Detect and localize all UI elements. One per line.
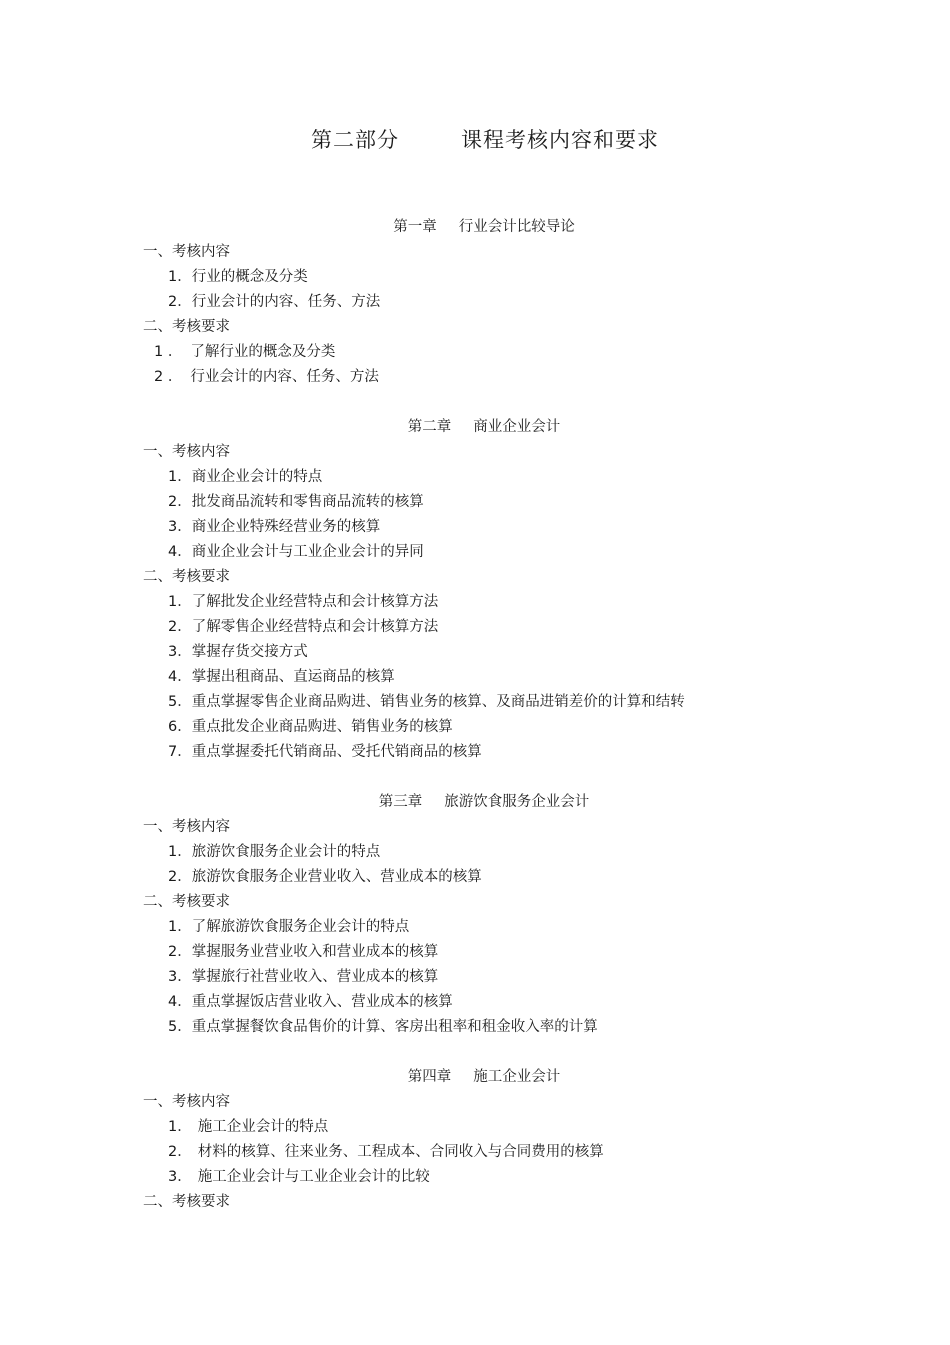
chapter-3 [0, 790, 950, 1040]
section-heading-requirements: 二、考核要求 [143, 319, 230, 335]
item-number: 6． [168, 719, 192, 735]
item-text: 掌握旅行社营业收入、营业成本的核算 [191, 969, 439, 985]
item-text: 商业企业会计的特点 [191, 469, 323, 485]
list-item [0, 340, 950, 365]
list-item [0, 990, 950, 1015]
item-number: 2． [168, 944, 192, 960]
item-number: 2． [168, 619, 192, 635]
chapter-heading [0, 1065, 950, 1090]
list-item [0, 590, 950, 615]
item-number: 3． [168, 1169, 192, 1185]
item-text: 材料的核算、往来业务、工程成本、合同收入与合同费用的核算 [197, 1144, 604, 1160]
item-number: 2 ． [154, 369, 183, 385]
chapter-2 [0, 415, 950, 765]
item-text: 批发商品流转和零售商品流转的核算 [191, 494, 424, 510]
item-text: 重点掌握饭店营业收入、营业成本的核算 [191, 994, 453, 1010]
item-number: 3． [168, 969, 192, 985]
item-number: 5． [168, 694, 192, 710]
list-item [0, 1140, 950, 1165]
item-text: 行业会计的内容、任务、方法 [190, 369, 379, 385]
chapter-heading [0, 790, 950, 815]
item-number: 1． [168, 844, 192, 860]
item-number: 1． [168, 269, 192, 285]
item-number: 2． [168, 294, 192, 310]
item-text: 行业的概念及分类 [191, 269, 308, 285]
chapter-heading [0, 415, 950, 440]
item-number: 2． [168, 494, 192, 510]
chapter-title: 商业企业会计 [473, 419, 561, 435]
section-heading-content: 一、考核内容 [143, 819, 230, 835]
chapter-4 [0, 1065, 950, 1215]
section-heading-content: 一、考核内容 [143, 244, 230, 260]
list-item [0, 1115, 950, 1140]
item-text: 了解零售企业经营特点和会计核算方法 [191, 619, 439, 635]
item-text: 重点掌握委托代销商品、受托代销商品的核算 [191, 744, 482, 760]
part-label: 第二部分 [311, 128, 399, 152]
list-item [0, 365, 950, 390]
item-number: 5． [168, 1019, 192, 1035]
list-item [0, 265, 950, 290]
item-number: 1． [168, 1119, 192, 1135]
list-item [0, 940, 950, 965]
item-number: 2． [168, 869, 192, 885]
section-heading-content: 一、考核内容 [143, 1094, 230, 1110]
list-item [0, 915, 950, 940]
list-item [0, 840, 950, 865]
section-heading-requirements: 二、考核要求 [143, 569, 230, 585]
chapter-label: 第四章 [407, 1069, 452, 1085]
item-number: 7． [168, 744, 192, 760]
chapter-heading [0, 215, 950, 240]
item-text: 行业会计的内容、任务、方法 [191, 294, 381, 310]
item-text: 旅游饮食服务企业会计的特点 [191, 844, 381, 860]
list-item [0, 1015, 950, 1040]
item-number: 4． [168, 994, 192, 1010]
list-item [0, 640, 950, 665]
page-title [0, 124, 950, 154]
list-item [0, 465, 950, 490]
list-item [0, 715, 950, 740]
chapter-label: 第一章 [393, 219, 437, 235]
list-item [0, 740, 950, 765]
list-item [0, 490, 950, 515]
list-item [0, 540, 950, 565]
item-text: 施工企业会计与工业企业会计的比较 [197, 1169, 430, 1185]
list-item [0, 290, 950, 315]
list-item [0, 515, 950, 540]
chapter-label: 第三章 [378, 794, 423, 810]
item-text: 商业企业特殊经营业务的核算 [191, 519, 381, 535]
item-text: 掌握存货交接方式 [191, 644, 308, 660]
item-number: 3． [168, 519, 192, 535]
list-item [0, 665, 950, 690]
item-number: 1． [168, 469, 192, 485]
item-text: 重点批发企业商品购进、销售业务的核算 [191, 719, 453, 735]
list-item [0, 1165, 950, 1190]
section-heading-requirements: 二、考核要求 [143, 1194, 230, 1210]
list-item [0, 615, 950, 640]
chapter-title: 行业会计比较导论 [458, 219, 575, 235]
item-text: 旅游饮食服务企业营业收入、营业成本的核算 [191, 869, 482, 885]
item-number: 2． [168, 1144, 192, 1160]
item-text: 商业企业会计与工业企业会计的异同 [191, 544, 424, 560]
part-title: 课程考核内容和要求 [461, 128, 659, 152]
chapter-1 [0, 215, 950, 390]
item-number: 1． [168, 919, 192, 935]
item-number: 1 ． [154, 344, 183, 360]
section-heading-requirements: 二、考核要求 [143, 894, 230, 910]
chapter-title: 施工企业会计 [473, 1069, 561, 1085]
item-text: 了解批发企业经营特点和会计核算方法 [191, 594, 439, 610]
item-text: 掌握服务业营业收入和营业成本的核算 [191, 944, 439, 960]
item-number: 4． [168, 544, 192, 560]
item-number: 3． [168, 644, 192, 660]
item-text: 掌握出租商品、直运商品的核算 [191, 669, 395, 685]
item-text: 了解旅游饮食服务企业会计的特点 [191, 919, 410, 935]
item-text: 重点掌握餐饮食品售价的计算、客房出租率和租金收入率的计算 [191, 1019, 598, 1035]
item-text: 施工企业会计的特点 [197, 1119, 329, 1135]
section-heading-content: 一、考核内容 [143, 444, 230, 460]
chapter-label: 第二章 [407, 419, 452, 435]
list-item [0, 865, 950, 890]
list-item [0, 965, 950, 990]
item-text: 重点掌握零售企业商品购进、销售业务的核算、及商品进销差价的计算和结转 [191, 694, 685, 710]
document-body [0, 215, 950, 1240]
item-text: 了解行业的概念及分类 [190, 344, 336, 360]
list-item [0, 690, 950, 715]
chapter-title: 旅游饮食服务企业会计 [444, 794, 590, 810]
item-number: 4． [168, 669, 192, 685]
item-number: 1． [168, 594, 192, 610]
